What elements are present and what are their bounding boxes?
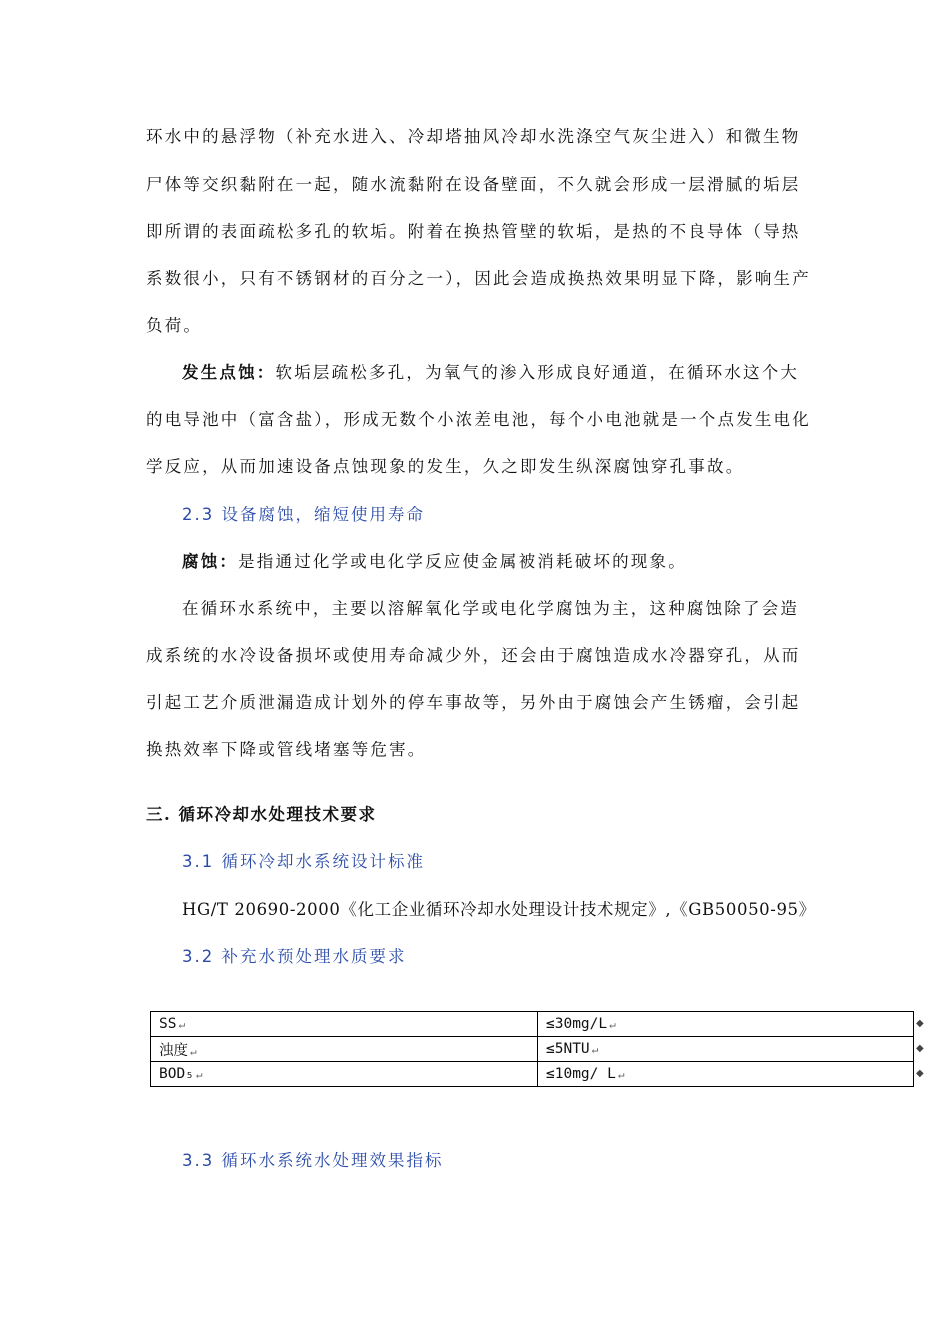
row-end-mark-icon: ◆ (916, 1043, 924, 1054)
paragraph-line: 系数很小，只有不锈钢材的百分之一），因此会造成换热效果明显下降，影响生产 (146, 269, 811, 288)
heading-3-1: 3.1 循环冷却水系统设计标准 (182, 852, 425, 871)
table-row (151, 1012, 914, 1037)
table-cell-param: BOD₅ ↵ (151, 1062, 538, 1087)
heading-2-3: 2.3 设备腐蚀，缩短使用寿命 (182, 505, 425, 524)
paragraph-line: 尸体等交织黏附在一起，随水流黏附在设备壁面，不久就会形成一层滑腻的垢层 (146, 175, 801, 194)
table-cell-param: 浊度 ↵ (151, 1037, 538, 1062)
paragraph-line: 引起工艺介质泄漏造成计划外的停车事故等，另外由于腐蚀会产生锈瘤，会引起 (146, 693, 801, 712)
paragraph-line: 负荷。 (146, 316, 203, 335)
paragraph-line: 在循环水系统中，主要以溶解氧化学或电化学腐蚀为主，这种腐蚀除了会造 (182, 599, 800, 618)
standard-reference: HG/T 20690-2000《化工企业循环冷却水处理设计技术规定》,《GB50050-95》 (182, 900, 816, 919)
table-cell-param: SS ↵ (151, 1012, 538, 1037)
section-heading-3: 三. 循环冷却水处理技术要求 (146, 805, 377, 824)
paragraph-line: 即所谓的表面疏松多孔的软垢。附着在换热管壁的软垢，是热的不良导体（导热 (146, 222, 801, 241)
table-row (151, 1062, 914, 1087)
row-end-mark-icon: ◆ (916, 1018, 924, 1029)
table-row (151, 1037, 914, 1062)
paragraph-line: 换热效率下降或管线堵塞等危害。 (146, 740, 427, 759)
paragraph-line: 环水中的悬浮物（补充水进入、冷却塔抽风冷却水洗涤空气灰尘进入）和微生物 (146, 127, 801, 146)
table-cell-limit: ≤5NTU ↵ (538, 1037, 914, 1062)
paragraph-line: 学反应，从而加速设备点蚀现象的发生，久之即发生纵深腐蚀穿孔事故。 (146, 457, 745, 476)
term-corrosion: 腐蚀： (182, 552, 239, 571)
paragraph-text: 软垢层疏松多孔，为氧气的渗入形成良好通道，在循环水这个大 (275, 363, 800, 382)
heading-3-2: 3.2 补充水预处理水质要求 (182, 947, 407, 966)
water-quality-table (150, 1011, 914, 1087)
table-cell-limit: ≤10mg/ L ↵ (538, 1062, 914, 1087)
row-end-mark-icon: ◆ (916, 1068, 924, 1079)
paragraph-corrosion (182, 552, 687, 572)
term-pitting: 发生点蚀： (182, 363, 276, 382)
paragraph-pitting (182, 363, 799, 383)
paragraph-text: 是指通过化学或电化学反应使金属被消耗破坏的现象。 (238, 552, 687, 571)
paragraph-line: 的电导池中（富含盐），形成无数个小浓差电池，每个小电池就是一个点发生电化 (146, 410, 811, 429)
table-cell-limit: ≤30mg/L ↵ (538, 1012, 914, 1037)
heading-3-3: 3.3 循环水系统水处理效果指标 (182, 1151, 444, 1170)
paragraph-line: 成系统的水冷设备损坏或使用寿命减少外，还会由于腐蚀造成水冷器穿孔，从而 (146, 646, 801, 665)
